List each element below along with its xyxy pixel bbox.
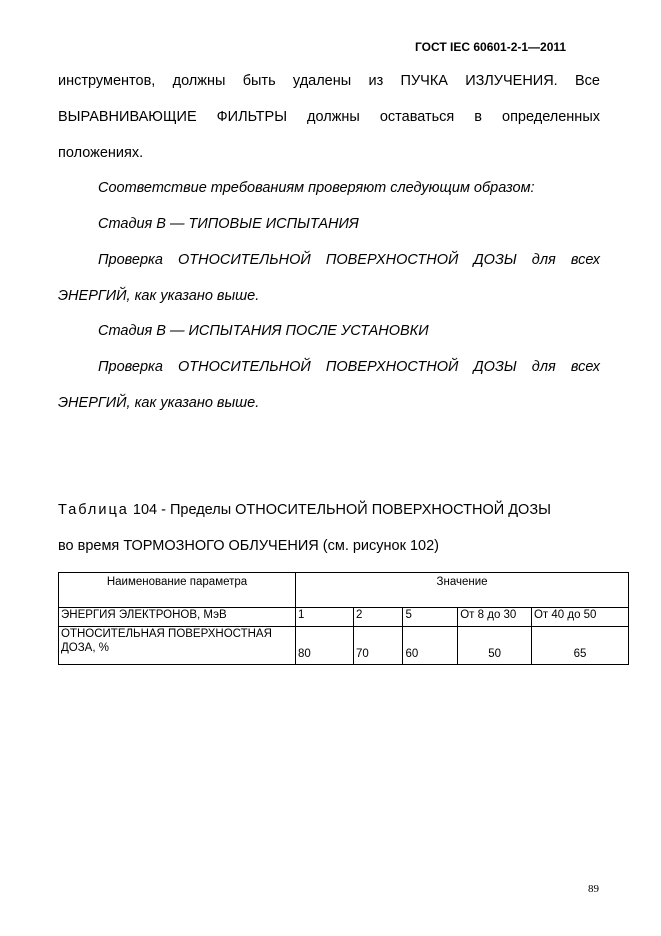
table-cell: 2 bbox=[353, 608, 403, 627]
table-caption bbox=[58, 502, 600, 518]
stage-check-text: ЭНЕРГИЙ, как указано выше. bbox=[58, 288, 260, 304]
body-text-line: положениях. bbox=[58, 145, 144, 161]
table-row bbox=[59, 608, 629, 627]
table-cell: От 8 до 30 bbox=[458, 608, 532, 627]
table-caption-line: во время ТОРМОЗНОГО ОБЛУЧЕНИЯ (см. рисунок 102) bbox=[58, 538, 440, 554]
row-label-energy: ЭНЕРГИЯ ЭЛЕКТРОНОВ, МэВ bbox=[59, 608, 296, 627]
row-label-line: ОТНОСИТЕЛЬНАЯ ПОВЕРХНОСТНАЯ bbox=[61, 628, 272, 640]
row-label-dose bbox=[59, 627, 296, 665]
body-text-line: инструментов, должны быть удалены из ПУЧКА ИЗЛУЧЕНИЯ. Все bbox=[58, 73, 600, 89]
stage-title: Стадия В — ИСПЫТАНИЯ ПОСЛЕ УСТАНОВКИ bbox=[98, 323, 429, 339]
dose-limits-table bbox=[58, 572, 629, 665]
table-caption-text: 104 - Пределы ОТНОСИТЕЛЬНОЙ ПОВЕРХНОСТНОЙ ДОЗЫ bbox=[128, 502, 551, 518]
compliance-statement: Соответствие требованиям проверяют следующим образом: bbox=[98, 180, 535, 196]
table-row bbox=[59, 627, 629, 665]
body-text-line: ВЫРАВНИВАЮЩИЕ ФИЛЬТРЫ должны оставаться в определенных bbox=[58, 109, 600, 125]
table-cell: 70 bbox=[353, 627, 403, 665]
header-value: Значение bbox=[296, 573, 629, 608]
document-header: ГОСТ IEC 60601-2-1—2011 bbox=[415, 40, 567, 54]
stage-check-text: ЭНЕРГИЙ, как указано выше. bbox=[58, 395, 260, 411]
table-cell: 50 bbox=[458, 627, 532, 665]
header-param: Наименование параметра bbox=[59, 573, 296, 608]
table-cell: 65 bbox=[531, 627, 628, 665]
table-header-row bbox=[59, 573, 629, 608]
table-cell: 1 bbox=[296, 608, 354, 627]
table-cell: 80 bbox=[296, 627, 354, 665]
row-label-line: ДОЗА, % bbox=[61, 642, 109, 654]
stage-title: Стадия В — ТИПОВЫЕ ИСПЫТАНИЯ bbox=[98, 216, 359, 232]
stage-check-text: Проверка ОТНОСИТЕЛЬНОЙ ПОВЕРХНОСТНОЙ ДОЗЫ для всех bbox=[98, 359, 600, 375]
table-caption-label: Таблица bbox=[58, 502, 129, 518]
stage-check-text: Проверка ОТНОСИТЕЛЬНОЙ ПОВЕРХНОСТНОЙ ДОЗЫ для всех bbox=[98, 252, 600, 268]
page-number: 89 bbox=[588, 883, 599, 895]
table-cell: 5 bbox=[403, 608, 458, 627]
table-cell: От 40 до 50 bbox=[531, 608, 628, 627]
table-cell: 60 bbox=[403, 627, 458, 665]
